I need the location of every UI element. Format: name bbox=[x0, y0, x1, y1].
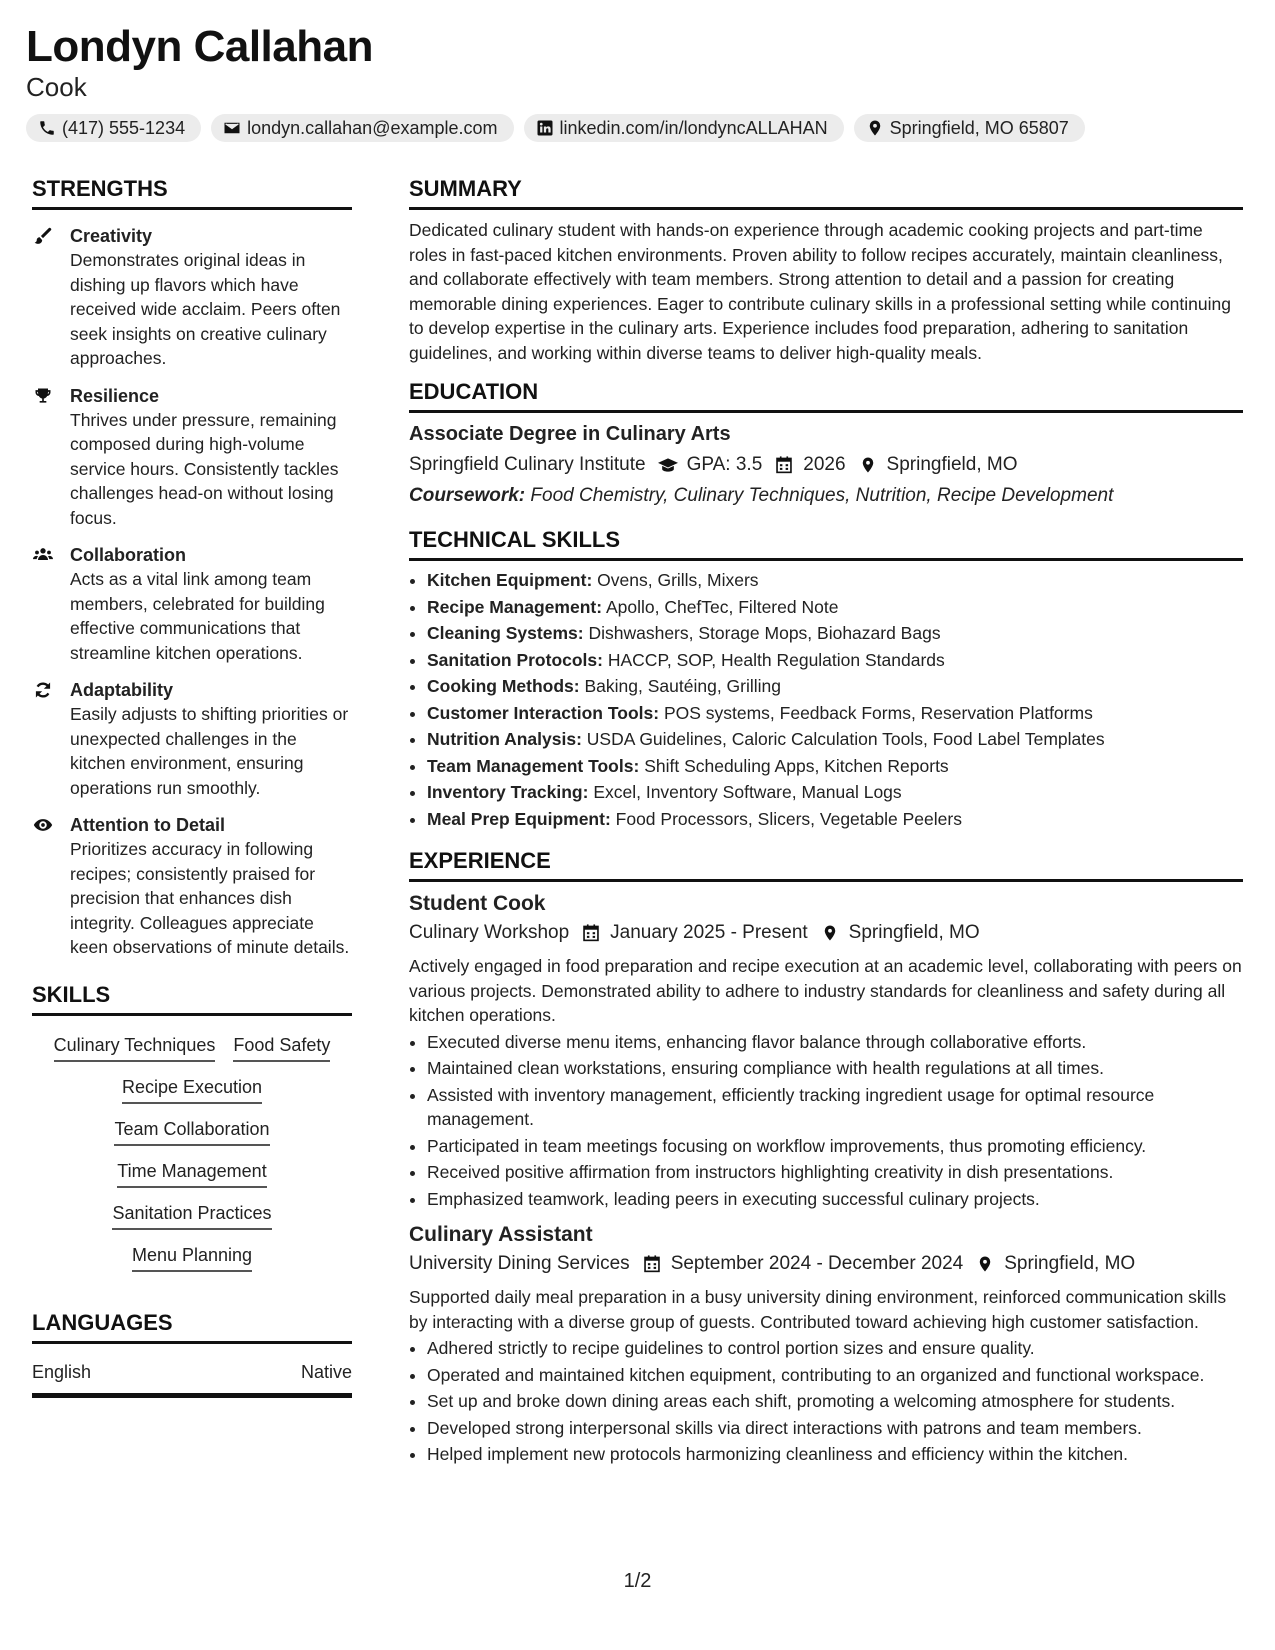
technical-skill-label: Cleaning Systems: bbox=[427, 623, 584, 643]
technical-skill-value: Shift Scheduling Apps, Kitchen Reports bbox=[644, 755, 949, 776]
job-bullet: • Received positive affirmation from instructors highlighting creativity in dish presentations. bbox=[427, 1160, 1243, 1185]
technical-skill-value: Excel, Inventory Software, Manual Logs bbox=[593, 782, 902, 802]
contact-location bbox=[854, 114, 1085, 142]
phone-icon bbox=[38, 119, 56, 137]
map-pin-icon bbox=[866, 119, 884, 137]
left-column bbox=[32, 176, 352, 1398]
strength-item bbox=[32, 813, 352, 960]
job-bullet: • Maintained clean workstations, ensuring compliance with health regulations at all times. bbox=[427, 1056, 1243, 1081]
technical-skill-label: Kitchen Equipment: bbox=[427, 570, 593, 590]
graduation-cap-icon bbox=[658, 456, 678, 474]
map-pin-icon bbox=[975, 1255, 995, 1273]
technical-skill-item bbox=[427, 647, 1243, 674]
technical-skill-value: Apollo, ChefTec, Filtered Note bbox=[605, 596, 839, 617]
technical-skill-label: Recipe Management: bbox=[427, 596, 603, 617]
technical-skill-item bbox=[427, 700, 1243, 727]
page-number: 1/2 bbox=[623, 1570, 652, 1592]
job-description: Supported daily meal preparation in a busy university dining environment, reinforced communication skills by interacting with a diverse group of guests. Contributed toward achieving high customer satisfaction. bbox=[409, 1287, 1227, 1332]
candidate-name: Londyn Callahan bbox=[26, 22, 373, 71]
job-title: Culinary Assistant bbox=[409, 1223, 593, 1246]
trophy-icon bbox=[32, 386, 54, 406]
technical-skill-label: Nutrition Analysis: bbox=[427, 729, 582, 749]
job-description: Actively engaged in food preparation and recipe execution at an academic level, collaborating with peers on various projects. Demonstrated ability to adhere to industry standards for cleanliness and safety during all kitchen operations. bbox=[409, 956, 1242, 1025]
technical-skill-item bbox=[427, 753, 1243, 780]
degree-name: Associate Degree in Culinary Arts bbox=[409, 423, 731, 445]
technical-skill-label: Inventory Tracking: bbox=[427, 782, 589, 802]
job-meta bbox=[409, 1253, 1243, 1275]
strength-description: Acts as a vital link among team members, celebrated for building effective communications that streamline kitchen operations. bbox=[70, 569, 325, 663]
technical-skill-label: Customer Interaction Tools: bbox=[427, 702, 660, 723]
strength-title: Collaboration bbox=[70, 545, 186, 565]
strength-description: Thrives under pressure, remaining composed during high-volume service hours. Consistently tackles challenges head-on without losing focus. bbox=[70, 409, 339, 528]
coursework-list: Food Chemistry, Culinary Techniques, Nutrition, Recipe Development bbox=[530, 485, 1114, 506]
technical-skill-value: Ovens, Grills, Mixers bbox=[597, 570, 759, 590]
map-pin-icon bbox=[858, 456, 878, 474]
calendar-icon bbox=[774, 456, 794, 474]
linkedin-icon bbox=[536, 119, 554, 137]
job-bullet: • Developed strong interpersonal skills via direct interactions with patrons and team members. bbox=[427, 1416, 1243, 1441]
job-location: Springfield, MO bbox=[1004, 1253, 1136, 1274]
technical-skill-value: USDA Guidelines, Caloric Calculation Tools, Food Label Templates bbox=[586, 729, 1105, 749]
job-bullets bbox=[409, 1336, 1243, 1467]
technical-skill-item bbox=[427, 620, 1243, 647]
strength-title: Resilience bbox=[70, 385, 160, 406]
calendar-icon bbox=[642, 1255, 662, 1273]
job-entry bbox=[409, 1223, 1243, 1467]
technical-skill-value: HACCP, SOP, Health Regulation Standards bbox=[607, 649, 945, 670]
education-meta bbox=[409, 454, 1243, 476]
map-pin-icon bbox=[820, 924, 840, 942]
summary-heading: SUMMARY bbox=[409, 176, 1243, 210]
skill-tag: Food Safety bbox=[233, 1034, 330, 1062]
job-dates: September 2024 - December 2024 bbox=[670, 1253, 964, 1274]
users-icon bbox=[32, 545, 54, 565]
strength-item bbox=[32, 543, 352, 665]
graduation-year: 2026 bbox=[803, 454, 846, 475]
languages-heading: LANGUAGES bbox=[32, 1310, 352, 1344]
job-entry bbox=[409, 892, 1243, 1211]
skill-tag: Sanitation Practices bbox=[112, 1202, 271, 1230]
language-name: English bbox=[32, 1361, 92, 1382]
skill-tag: Recipe Execution bbox=[122, 1076, 262, 1104]
skill-tag: Team Collaboration bbox=[114, 1118, 269, 1146]
job-dates: January 2025 - Present bbox=[610, 922, 808, 943]
summary-text: Dedicated culinary student with hands-on experience through academic cooking projects and part-time roles in fast-paced kitchen environments. Proven ability to follow recipes accurately, maintain cleanliness, and collaborate effectively with team members. Strong attention to detail and a passion for creating memorable dining experiences. Eager to contribute culinary skills in a professional setting while continuing to develop expertise in the culinary arts. Experience includes food preparation, adhering to sanitation guidelines, and working within diverse teams to deliver high-quality meals. bbox=[409, 220, 1231, 363]
job-bullet: • Participated in team meetings focusing on workflow improvements, thus promoting efficiency. bbox=[427, 1134, 1243, 1159]
skill-tag: Culinary Techniques bbox=[54, 1034, 216, 1062]
contact-location-text: Springfield, MO 65807 bbox=[889, 118, 1069, 138]
school-name: Springfield Culinary Institute bbox=[409, 454, 646, 475]
job-bullet: • Operated and maintained kitchen equipment, contributing to an organized and functional workspace. bbox=[427, 1363, 1243, 1388]
strengths-heading: STRENGTHS bbox=[32, 176, 352, 210]
candidate-title: Cook bbox=[26, 72, 87, 102]
job-bullet: • Emphasized teamwork, leading peers in executing successful culinary projects. bbox=[427, 1187, 1243, 1212]
technical-skill-item bbox=[427, 567, 1243, 594]
strength-description: Prioritizes accuracy in following recipes; consistently praised for precision that enhances dish integrity. Colleagues appreciate keen observations of minute details. bbox=[70, 839, 350, 957]
experience-heading: EXPERIENCE bbox=[409, 848, 1243, 882]
strength-description: Easily adjusts to shifting priorities or unexpected challenges in the kitchen environment, ensuring operations run smoothly. bbox=[70, 704, 349, 798]
skills-heading: SKILLS bbox=[32, 982, 352, 1016]
strength-item bbox=[32, 384, 352, 531]
technical-skill-value: Food Processors, Slicers, Vegetable Peelers bbox=[615, 808, 962, 829]
strength-title: Adaptability bbox=[70, 680, 174, 700]
contact-email-text: londyn.callahan@example.com bbox=[247, 118, 498, 138]
company-name: University Dining Services bbox=[409, 1253, 630, 1274]
contact-phone[interactable] bbox=[26, 114, 201, 142]
technical-skills-list bbox=[409, 567, 1243, 832]
job-bullet: • Set up and broke down dining areas each shift, promoting a welcoming atmosphere for students. bbox=[427, 1389, 1243, 1414]
refresh-icon bbox=[32, 680, 54, 700]
technical-skill-value: POS systems, Feedback Forms, Reservation Platforms bbox=[663, 702, 1093, 723]
coursework bbox=[409, 485, 1243, 507]
language-level: Native bbox=[300, 1361, 352, 1382]
technical-skill-item bbox=[427, 673, 1243, 700]
technical-skills-heading: TECHNICAL SKILLS bbox=[409, 527, 1243, 561]
calendar-icon bbox=[581, 924, 601, 942]
job-bullets bbox=[409, 1030, 1243, 1212]
job-bullet: • Adhered strictly to recipe guidelines to control portion sizes and ensure quality. bbox=[427, 1336, 1243, 1361]
strength-item bbox=[32, 678, 352, 800]
technical-skill-item bbox=[427, 779, 1243, 806]
job-bullet: • Assisted with inventory management, efficiently tracking ingredient usage for optimal resource management. bbox=[427, 1083, 1243, 1132]
right-column bbox=[409, 176, 1243, 1467]
education-heading: EDUCATION bbox=[409, 379, 1243, 413]
contact-email[interactable] bbox=[211, 114, 513, 142]
strength-title: Attention to Detail bbox=[70, 815, 225, 835]
strength-description: Demonstrates original ideas in dishing up flavors which have received wide acclaim. Peers often seek insights on creative culinary approaches. bbox=[70, 250, 341, 368]
contact-linkedin[interactable] bbox=[524, 114, 844, 142]
technical-skill-item bbox=[427, 594, 1243, 621]
technical-skill-label: Meal Prep Equipment: bbox=[427, 808, 611, 829]
technical-skill-value: Baking, Sautéing, Grilling bbox=[584, 676, 781, 696]
company-name: Culinary Workshop bbox=[409, 922, 570, 943]
job-bullet: • Helped implement new protocols harmonizing cleanliness and efficiency within the kitchen. bbox=[427, 1442, 1243, 1467]
job-meta bbox=[409, 922, 1243, 944]
job-title: Student Cook bbox=[409, 892, 546, 915]
contact-phone-text: (417) 555-1234 bbox=[62, 118, 186, 138]
technical-skill-item bbox=[427, 806, 1243, 833]
skill-tag: Menu Planning bbox=[132, 1244, 252, 1272]
strength-title: Creativity bbox=[70, 226, 153, 246]
language-row bbox=[32, 1362, 352, 1398]
job-bullet: • Executed diverse menu items, enhancing flavor balance through collaborative efforts. bbox=[427, 1030, 1243, 1055]
skills-list bbox=[32, 1016, 352, 1272]
technical-skill-label: Cooking Methods: bbox=[427, 676, 580, 696]
gpa: GPA: 3.5 bbox=[686, 454, 763, 475]
eye-icon bbox=[32, 815, 54, 835]
technical-skill-value: Dishwashers, Storage Mops, Biohazard Bags bbox=[588, 623, 941, 643]
education-location: Springfield, MO bbox=[886, 454, 1018, 475]
technical-skill-label: Sanitation Protocols: bbox=[427, 649, 603, 670]
contact-linkedin-text: linkedin.com/in/londyncALLAHAN bbox=[559, 118, 828, 138]
brush-icon bbox=[32, 226, 54, 246]
coursework-label: Coursework: bbox=[409, 485, 526, 506]
technical-skill-item bbox=[427, 726, 1243, 753]
strength-item bbox=[32, 224, 352, 371]
technical-skill-label: Team Management Tools: bbox=[427, 755, 640, 776]
skill-tag: Time Management bbox=[117, 1160, 266, 1188]
envelope-icon bbox=[223, 119, 241, 137]
contact-bar bbox=[26, 114, 1085, 142]
job-location: Springfield, MO bbox=[848, 922, 980, 943]
